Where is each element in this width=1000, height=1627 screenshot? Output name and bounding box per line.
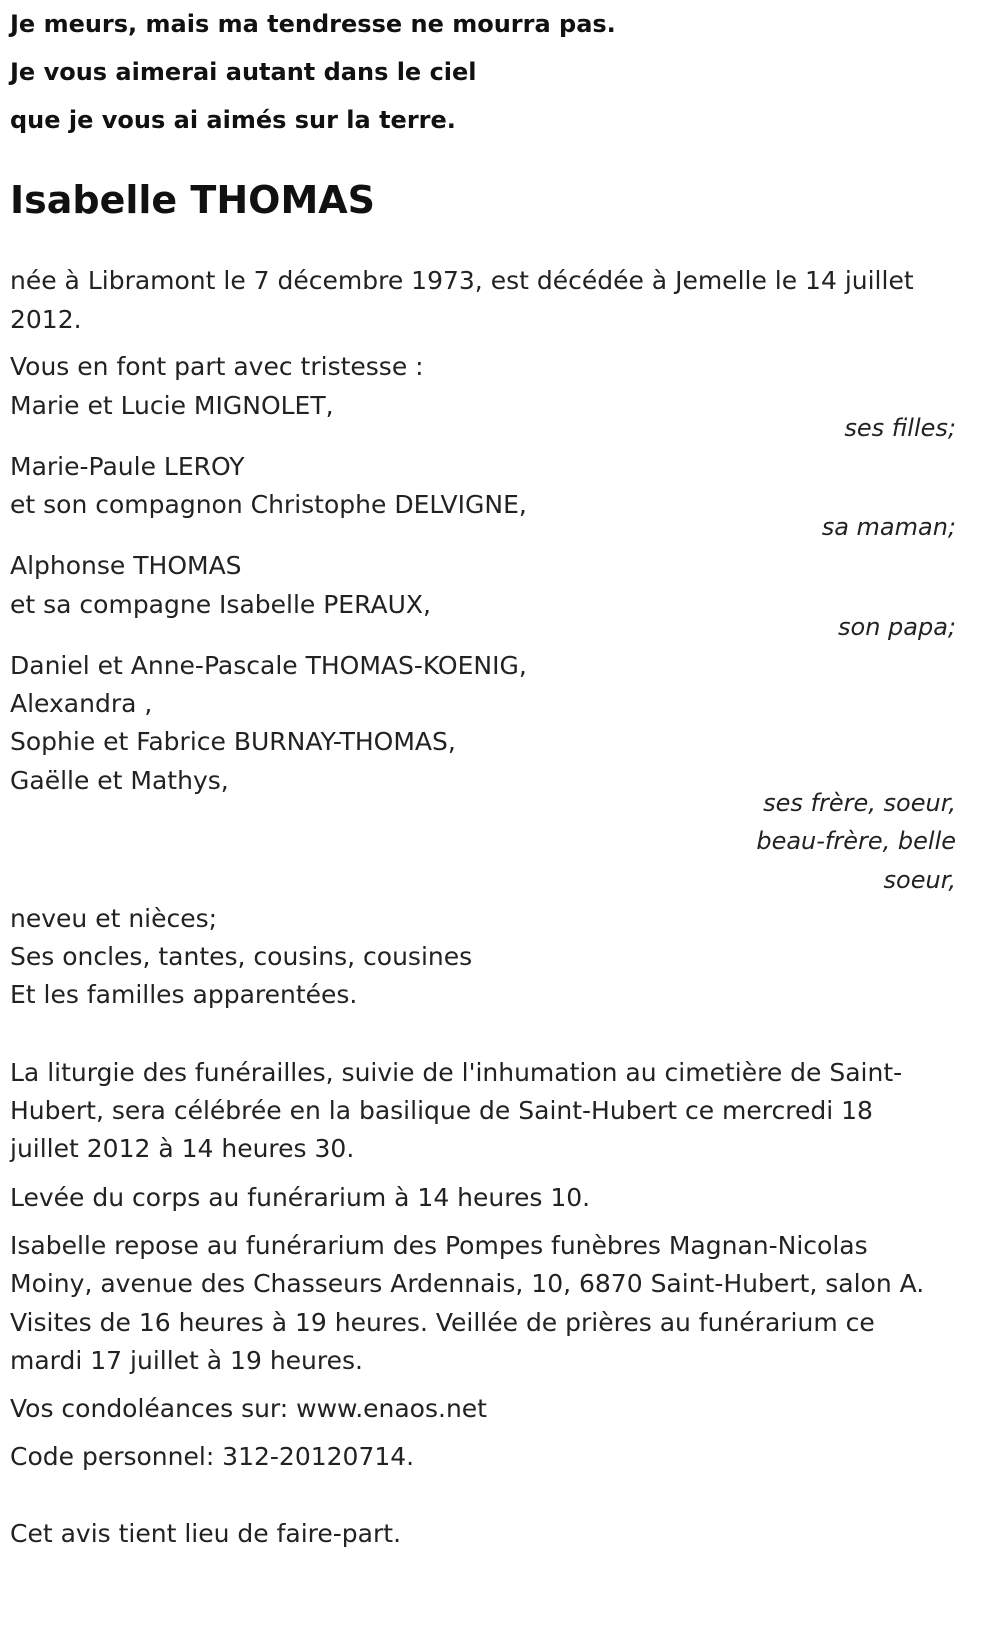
family-relation: beau-frère, belle xyxy=(756,827,956,855)
liturgy-line: juillet 2012 à 14 heures 30. xyxy=(10,1134,355,1163)
family-names: Alexandra , xyxy=(10,689,153,718)
levee-text: Levée du corps au funérarium à 14 heures 10. xyxy=(10,1183,591,1212)
family-relation: soeur, xyxy=(883,866,956,894)
family-relation: ses frère, soeur, xyxy=(763,789,956,817)
family-names: Alphonse THOMAS xyxy=(10,551,242,580)
family-names: Marie et Lucie MIGNOLET, xyxy=(10,391,334,420)
birth-death-line-2: 2012. xyxy=(10,305,82,334)
birth-death-line-1: née à Libramont le 7 décembre 1973, est décédée à Jemelle le 14 juillet xyxy=(10,266,914,295)
family-tail-line: neveu et nièces; xyxy=(10,904,218,933)
family-names: Sophie et Fabrice BURNAY-THOMAS, xyxy=(10,727,456,756)
liturgy-line: La liturgie des funérailles, suivie de l'inhumation au cimetière de Saint- xyxy=(10,1058,903,1087)
family-relation: son papa; xyxy=(838,613,956,641)
quote-line-3: que je vous ai aimés sur la terre. xyxy=(10,106,456,134)
quote-line-1: Je meurs, mais ma tendresse ne mourra pas. xyxy=(10,10,616,38)
liturgy-line: Hubert, sera célébrée en la basilique de Saint-Hubert ce mercredi 18 xyxy=(10,1096,873,1125)
quote-line-2: Je vous aimerai autant dans le ciel xyxy=(10,58,477,86)
personal-code: Code personnel: 312-20120714. xyxy=(10,1442,415,1471)
repose-line: Moiny, avenue des Chasseurs Ardennais, 10, 6870 Saint-Hubert, salon A. xyxy=(10,1269,925,1298)
intro-text: Vous en font part avec tristesse : xyxy=(10,352,424,381)
family-names: Gaëlle et Mathys, xyxy=(10,766,229,795)
repose-line: Visites de 16 heures à 19 heures. Veillée de prières au funérarium ce xyxy=(10,1308,875,1337)
family-names: Marie-Paule LEROY xyxy=(10,452,245,481)
family-tail-line: Ses oncles, tantes, cousins, cousines xyxy=(10,942,473,971)
family-names: et son compagnon Christophe DELVIGNE, xyxy=(10,490,527,519)
repose-line: mardi 17 juillet à 19 heures. xyxy=(10,1346,363,1375)
family-names: Daniel et Anne-Pascale THOMAS-KOENIG, xyxy=(10,651,527,680)
repose-line: Isabelle repose au funérarium des Pompes funèbres Magnan-Nicolas xyxy=(10,1231,868,1260)
family-relation: ses filles; xyxy=(844,414,956,442)
family-names: et sa compagne Isabelle PERAUX, xyxy=(10,590,431,619)
deceased-name: Isabelle THOMAS xyxy=(10,178,376,222)
family-relation: sa maman; xyxy=(821,513,956,541)
condoleances-text: Vos condoléances sur: www.enaos.net xyxy=(10,1394,487,1423)
family-tail-line: Et les familles apparentées. xyxy=(10,980,358,1009)
closing-text: Cet avis tient lieu de faire-part. xyxy=(10,1519,402,1548)
